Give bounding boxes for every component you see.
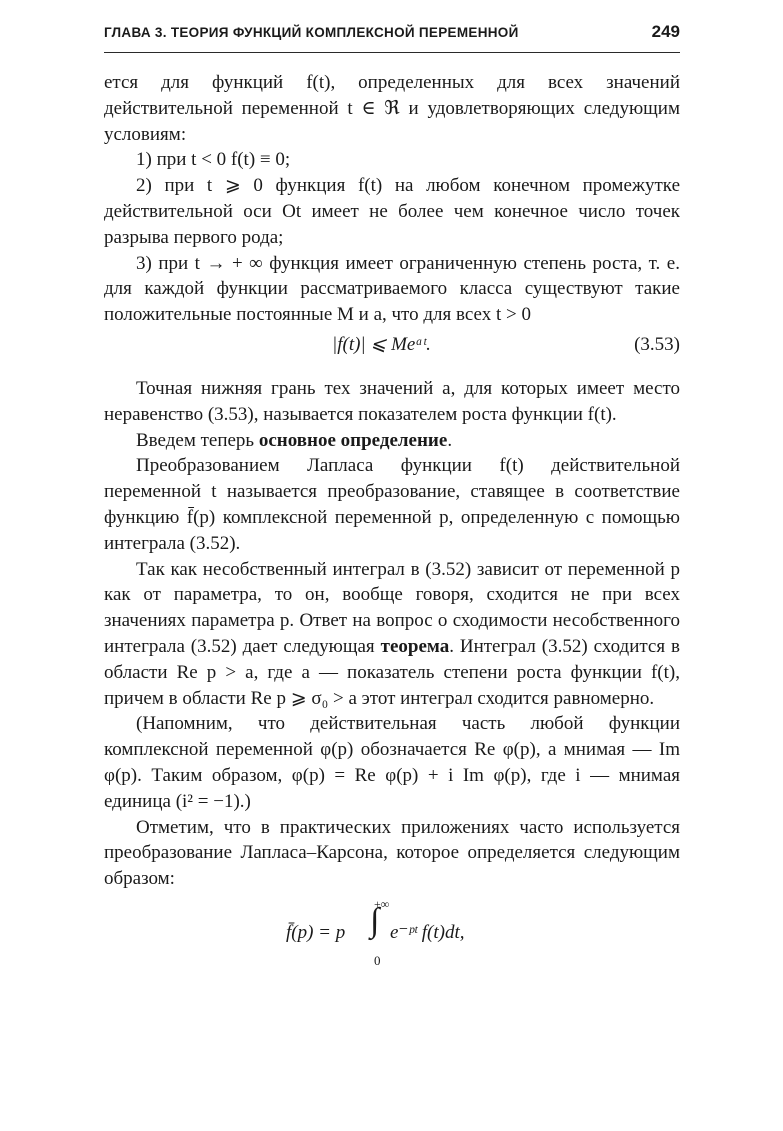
theorem-paragraph (104, 557, 680, 712)
carson-integrand: e⁻ᵖᵗ f(t)dt, (390, 921, 465, 943)
intro-definition (104, 428, 680, 454)
carson-paragraph: Отметим, что в практических приложениях часто используется преобразование Лапласа–Карсона, которое определяется следующим образом: (104, 816, 680, 890)
formula-number: (3.53) (634, 333, 680, 355)
intro-tail: . (447, 429, 453, 451)
theorem-lead: Так как несобственный интеграл в (3.52) зависит от переменной p как от параметра, то он, вообще говоря, сходится не при всех значениях параметра p. Ответ на вопрос о сходимости несобственного интеграла (3.52) дает следующая (104, 558, 680, 657)
laplace-carson-formula (104, 896, 680, 980)
intro-lead: Введем теперь (136, 429, 259, 451)
condition-1: 1) при t < 0 f(t) ≡ 0; (136, 149, 291, 171)
integral-upper-limit: +∞ (374, 896, 390, 911)
intro-bold-term: основное определение (258, 429, 448, 451)
page-number: 249 (651, 22, 680, 41)
book-page (104, 22, 680, 980)
carson-lhs: f̄(p) = p (286, 921, 346, 943)
growth-index-paragraph: Точная нижняя грань тех значений a, для которых имеет место неравенство (3.53), называется показателем роста функции f(t). (104, 377, 680, 425)
formula-3-53 (104, 332, 680, 362)
paragraph-continuation: ется для функций f(t), определенных для всех значений действительной переменной t ∈ ℜ и удовлетворяющих следующим условиям: (104, 72, 680, 145)
running-header (104, 22, 680, 53)
chapter-title: ГЛАВА 3. ТЕОРИЯ ФУНКЦИЙ КОМПЛЕКСНОЙ ПЕРЕМЕННОЙ (104, 25, 519, 40)
condition-2: 2) при t ⩾ 0 функция f(t) на любом конечном промежутке действительной оси Ot имеет не более чем конечное число точек разрыва первого рода; (104, 175, 680, 248)
formula-expression: |f(t)| ⩽ Meᵃᵗ. (332, 333, 431, 355)
page-body (104, 70, 680, 980)
theorem-tail: . Интеграл (3.52) сходится в области Re p > a, где a — показатель степени роста функции f(t), причем в области Re p ⩾ σ₀ > a этот интеграл сходится равномерно. (104, 635, 680, 709)
reminder-paragraph: (Напомним, что действительная часть любой функции комплексной переменной φ(p) обозначается Re φ(p), а мнимая — Im φ(p). Таким образом, φ(p) = Re φ(p) + i Im φ(p), где i — мнимая единица (i² = −1).) (104, 713, 680, 812)
theorem-bold-term: теорема (380, 635, 450, 657)
integral-sign: ∫ (370, 901, 380, 939)
condition-3: 3) при t → + ∞ функция имеет ограниченную степень роста, т. е. для каждой функции рассматриваемого класса существуют такие положительные постоянные M и a, что для всех t > 0 (104, 252, 680, 326)
laplace-definition: Преобразованием Лапласа функции f(t) действительной переменной t называется преобразование, ставящее в соответствие функцию f̄(p) комплексной переменной p, определенную с помощью интеграла (3.52). (104, 455, 680, 554)
integral-lower-limit: 0 (374, 952, 381, 968)
